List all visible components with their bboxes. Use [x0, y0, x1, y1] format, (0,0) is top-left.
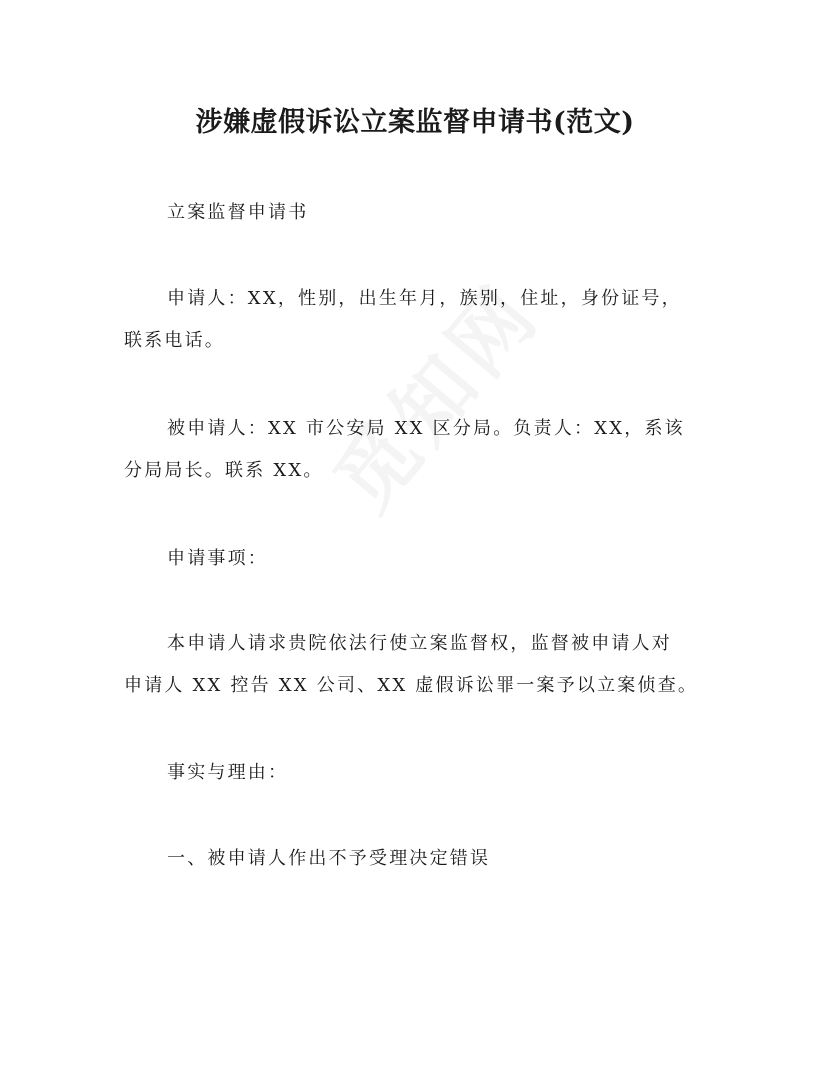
- respondent-paragraph: [124, 408, 724, 492]
- document-title: 涉嫌虚假诉讼立案监督申请书(范文): [195, 107, 635, 138]
- heading-text: 立案监督申请书: [167, 202, 309, 223]
- respondent-line-2: 分局局长。联系 XX。: [124, 460, 324, 481]
- matters-line-2: 申请人 XX 控告 XX 公司、XX 虚假诉讼罪一案予以立案侦查。: [124, 675, 699, 696]
- matters-paragraph: [124, 623, 724, 707]
- applicant-line-1: 申请人：XX，性别，出生年月，族别，住址，身份证号，: [167, 288, 682, 309]
- matters-heading: [124, 538, 724, 580]
- applicant-paragraph: [124, 278, 724, 362]
- facts-heading: [124, 752, 724, 794]
- point-one-text: 一、被申请人作出不予受理决定错误: [167, 848, 491, 869]
- matters-line-1: 本申请人请求贵院依法行使立案监督权，监督被申请人对: [167, 633, 672, 654]
- matters-heading-text: 申请事项：: [167, 548, 268, 569]
- facts-heading-text: 事实与理由：: [167, 762, 289, 783]
- section-heading: [124, 192, 724, 234]
- point-one-paragraph: [124, 838, 724, 880]
- applicant-line-2: 联系电话。: [124, 330, 225, 351]
- respondent-line-1: 被申请人：XX 市公安局 XX 区分局。负责人：XX，系该: [167, 418, 685, 439]
